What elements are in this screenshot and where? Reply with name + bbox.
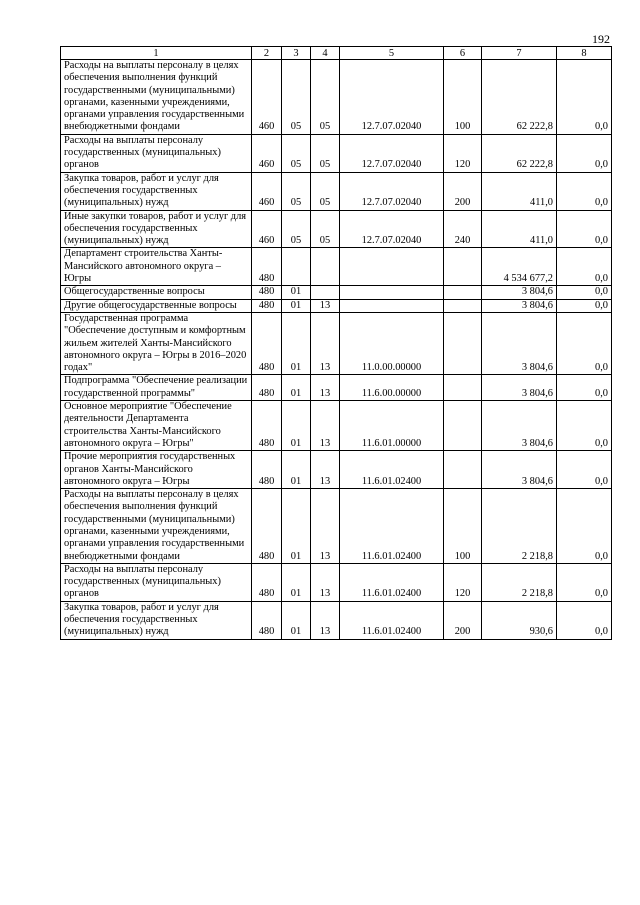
section-code: 05 xyxy=(282,60,311,135)
target-article-code: 11.6.01.02400 xyxy=(340,451,444,489)
expense-type-code xyxy=(444,401,482,451)
table-row xyxy=(61,134,612,172)
target-article-code: 12.7.07.02040 xyxy=(340,210,444,248)
target-article-code: 11.6.01.00000 xyxy=(340,401,444,451)
target-article-code: 12.7.07.02040 xyxy=(340,60,444,135)
expense-type-code: 100 xyxy=(444,60,482,135)
ministry-code: 460 xyxy=(252,60,282,135)
ministry-code: 480 xyxy=(252,601,282,639)
subsection-code: 05 xyxy=(311,134,340,172)
expense-type-code xyxy=(444,248,482,286)
ministry-code: 480 xyxy=(252,563,282,601)
expense-type-code xyxy=(444,375,482,401)
column-header: 7 xyxy=(482,47,557,60)
page-number: 192 xyxy=(592,32,610,46)
column-header: 4 xyxy=(311,47,340,60)
column-header: 5 xyxy=(340,47,444,60)
amount-secondary-value: 0,0 xyxy=(557,489,612,564)
subsection-code: 05 xyxy=(311,60,340,135)
ministry-code: 480 xyxy=(252,489,282,564)
expense-type-code xyxy=(444,286,482,299)
amount-value: 62 222,8 xyxy=(482,60,557,135)
budget-item-name: Иные закупки товаров, работ и услуг для обеспечения государственных (муниципальных) нужд xyxy=(61,210,252,248)
target-article-code xyxy=(340,248,444,286)
section-code: 05 xyxy=(282,172,311,210)
amount-value: 3 804,6 xyxy=(482,299,557,312)
expense-type-code xyxy=(444,299,482,312)
amount-secondary-value: 0,0 xyxy=(557,375,612,401)
ministry-code: 480 xyxy=(252,375,282,401)
table-row xyxy=(61,299,612,312)
budget-item-name: Расходы на выплаты персоналу государственных (муниципальных) органов xyxy=(61,134,252,172)
section-code: 01 xyxy=(282,601,311,639)
amount-value: 3 804,6 xyxy=(482,375,557,401)
table-row xyxy=(61,401,612,451)
expense-type-code xyxy=(444,451,482,489)
amount-value: 2 218,8 xyxy=(482,489,557,564)
table-row xyxy=(61,172,612,210)
section-code: 05 xyxy=(282,134,311,172)
expense-type-code: 120 xyxy=(444,563,482,601)
budget-item-name: Общегосударственные вопросы xyxy=(61,286,252,299)
table-row xyxy=(61,451,612,489)
amount-secondary-value: 0,0 xyxy=(557,248,612,286)
amount-secondary-value: 0,0 xyxy=(557,134,612,172)
ministry-code: 480 xyxy=(252,451,282,489)
budget-item-name: Государственная программа "Обеспечение доступным и комфортным жильем жителей Ханты-Мансийского автономного округа – Югры в 2016–2020 годах" xyxy=(61,312,252,374)
subsection-code xyxy=(311,286,340,299)
amount-secondary-value: 0,0 xyxy=(557,312,612,374)
subsection-code: 05 xyxy=(311,172,340,210)
target-article-code: 11.6.00.00000 xyxy=(340,375,444,401)
budget-item-name: Закупка товаров, работ и услуг для обеспечения государственных (муниципальных) нужд xyxy=(61,601,252,639)
column-header: 6 xyxy=(444,47,482,60)
table-row xyxy=(61,601,612,639)
amount-value: 4 534 677,2 xyxy=(482,248,557,286)
section-code: 01 xyxy=(282,401,311,451)
target-article-code xyxy=(340,286,444,299)
subsection-code: 13 xyxy=(311,299,340,312)
amount-secondary-value: 0,0 xyxy=(557,601,612,639)
section-code: 01 xyxy=(282,286,311,299)
ministry-code: 460 xyxy=(252,210,282,248)
subsection-code: 13 xyxy=(311,563,340,601)
subsection-code: 13 xyxy=(311,312,340,374)
budget-item-name: Расходы на выплаты персоналу в целях обеспечения выполнения функций государственными (муниципальными) органами, казенными учреждениями, органами управления государственными внебюджетными фондами xyxy=(61,489,252,564)
budget-table xyxy=(60,46,612,640)
section-code: 01 xyxy=(282,375,311,401)
subsection-code xyxy=(311,248,340,286)
expense-type-code: 240 xyxy=(444,210,482,248)
section-code: 01 xyxy=(282,563,311,601)
budget-item-name: Расходы на выплаты персоналу в целях обеспечения выполнения функций государственными (муниципальными) органами, казенными учреждениями, органами управления государственными внебюджетными фондами xyxy=(61,60,252,135)
amount-value: 411,0 xyxy=(482,172,557,210)
section-code: 01 xyxy=(282,489,311,564)
expense-type-code: 200 xyxy=(444,601,482,639)
amount-value: 2 218,8 xyxy=(482,563,557,601)
table-row xyxy=(61,312,612,374)
amount-secondary-value: 0,0 xyxy=(557,60,612,135)
table-row xyxy=(61,489,612,564)
ministry-code: 480 xyxy=(252,299,282,312)
target-article-code: 11.0.00.00000 xyxy=(340,312,444,374)
expense-type-code: 100 xyxy=(444,489,482,564)
section-code xyxy=(282,248,311,286)
budget-item-name: Основное мероприятие "Обеспечение деятельности Департамента строительства Ханты-Мансийского автономного округа – Югры" xyxy=(61,401,252,451)
subsection-code: 05 xyxy=(311,210,340,248)
amount-value: 411,0 xyxy=(482,210,557,248)
target-article-code: 11.6.01.02400 xyxy=(340,601,444,639)
subsection-code: 13 xyxy=(311,601,340,639)
ministry-code: 460 xyxy=(252,134,282,172)
expense-type-code xyxy=(444,312,482,374)
amount-value: 3 804,6 xyxy=(482,312,557,374)
section-code: 01 xyxy=(282,451,311,489)
table-row xyxy=(61,248,612,286)
table-row xyxy=(61,60,612,135)
amount-secondary-value: 0,0 xyxy=(557,563,612,601)
budget-item-name: Расходы на выплаты персоналу государственных (муниципальных) органов xyxy=(61,563,252,601)
budget-item-name: Департамент строительства Ханты-Мансийского автономного округа – Югры xyxy=(61,248,252,286)
amount-value: 930,6 xyxy=(482,601,557,639)
budget-item-name: Закупка товаров, работ и услуг для обеспечения государственных (муниципальных) нужд xyxy=(61,172,252,210)
table-row xyxy=(61,563,612,601)
header-row xyxy=(61,47,612,60)
budget-item-name: Другие общегосударственные вопросы xyxy=(61,299,252,312)
amount-secondary-value: 0,0 xyxy=(557,401,612,451)
amount-value: 62 222,8 xyxy=(482,134,557,172)
amount-secondary-value: 0,0 xyxy=(557,451,612,489)
ministry-code: 480 xyxy=(252,312,282,374)
table-row xyxy=(61,210,612,248)
ministry-code: 480 xyxy=(252,401,282,451)
amount-secondary-value: 0,0 xyxy=(557,299,612,312)
column-header: 1 xyxy=(61,47,252,60)
ministry-code: 460 xyxy=(252,172,282,210)
subsection-code: 13 xyxy=(311,401,340,451)
target-article-code: 11.6.01.02400 xyxy=(340,563,444,601)
amount-value: 3 804,6 xyxy=(482,286,557,299)
subsection-code: 13 xyxy=(311,375,340,401)
section-code: 01 xyxy=(282,299,311,312)
target-article-code xyxy=(340,299,444,312)
amount-secondary-value: 0,0 xyxy=(557,210,612,248)
expense-type-code: 120 xyxy=(444,134,482,172)
target-article-code: 11.6.01.02400 xyxy=(340,489,444,564)
budget-item-name: Прочие мероприятия государственных органов Ханты-Мансийского автономного округа – Югры xyxy=(61,451,252,489)
column-header: 2 xyxy=(252,47,282,60)
ministry-code: 480 xyxy=(252,286,282,299)
column-header: 8 xyxy=(557,47,612,60)
table-row xyxy=(61,286,612,299)
table-row xyxy=(61,375,612,401)
target-article-code: 12.7.07.02040 xyxy=(340,172,444,210)
table-body xyxy=(61,60,612,640)
subsection-code: 13 xyxy=(311,489,340,564)
expense-type-code: 200 xyxy=(444,172,482,210)
amount-secondary-value: 0,0 xyxy=(557,286,612,299)
target-article-code: 12.7.07.02040 xyxy=(340,134,444,172)
amount-value: 3 804,6 xyxy=(482,401,557,451)
amount-value: 3 804,6 xyxy=(482,451,557,489)
section-code: 01 xyxy=(282,312,311,374)
column-header: 3 xyxy=(282,47,311,60)
amount-secondary-value: 0,0 xyxy=(557,172,612,210)
subsection-code: 13 xyxy=(311,451,340,489)
section-code: 05 xyxy=(282,210,311,248)
budget-item-name: Подпрограмма "Обеспечение реализации государственной программы" xyxy=(61,375,252,401)
ministry-code: 480 xyxy=(252,248,282,286)
